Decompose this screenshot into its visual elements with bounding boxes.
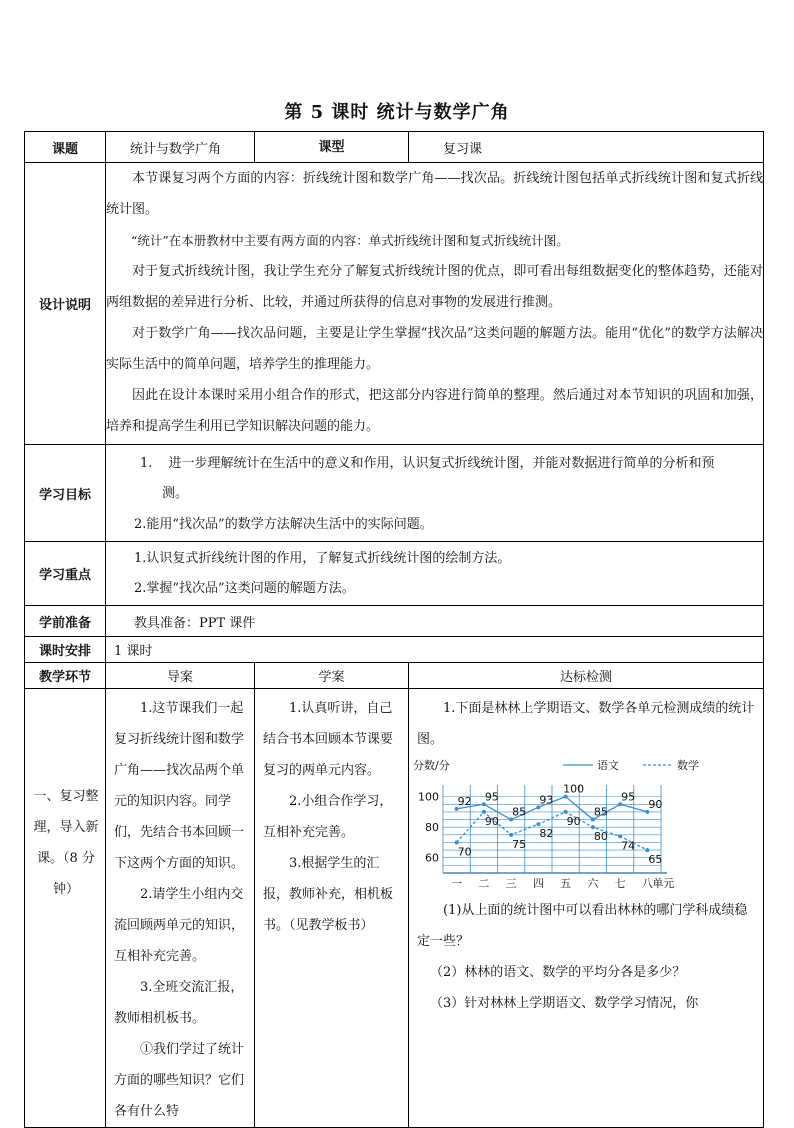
type-label: 课型 [255,132,409,163]
x-tick-label: 四 [532,877,544,890]
focus-item: 1.认识复式折线统计图的作用，了解复式折线统计图的绘制方法。 [134,551,511,566]
check-question: (1)从上面的统计图中可以看出林林的哪门学科成绩稳定一些？ [417,903,748,949]
data-label: 90 [484,814,499,828]
design-paragraph: 对于复式折线统计图，我让学生充分了解复式折线统计图的优点，即可看出每组数据变化的整体趋势，还能对两组数据的差异进行分析、比较，并通过所获得的信息对事物的发展进行推测。 [106,264,764,310]
x-tick-label: 六 [587,877,599,890]
data-label: 74 [621,839,636,853]
legend-label: 数学 [677,759,700,772]
data-label: 85 [512,805,527,819]
check-intro: 1.下面是林林上学期语文、数学各单元检测成绩的统计图。 [417,701,755,747]
stage-column-header: 教学环节 [25,663,106,689]
data-label: 70 [457,845,472,859]
data-label: 95 [621,790,636,804]
design-label: 设计说明 [25,163,106,445]
design-paragraph: 本节课复习两个方面的内容：折线统计图和数学广角——找次品。折线统计图包括单式折线统计图和复式折线统计图。 [106,171,764,217]
guide-paragraph: 3.全班交流汇报，教师相机板书。 [114,980,244,1026]
data-label: 85 [593,805,608,819]
score-line-chart [413,755,753,891]
x-tick-label: 五 [560,877,572,890]
schedule-label: 课时安排 [25,637,106,663]
data-point [564,810,568,814]
check-column-header: 达标检测 [409,663,764,689]
design-paragraph: 对于数学广角——找次品问题，主要是让学生掌握“找次品”这类问题的解题方法。能用“优化”的数学方法解决实际生活中的简单问题，培养学生的推理能力。 [106,326,764,372]
data-point [645,848,649,852]
focus-label: 学习重点 [25,542,106,606]
study-paragraph: 3.根据学生的汇报，教师补充，相机板书。（见教学板书） [263,856,394,933]
goal-item: 进一步理解统计在生活中的意义和作用，认识复式折线统计图，并能对数据进行简单的分析和预 [168,456,715,471]
data-point [455,840,459,844]
topic-label: 课题 [25,132,106,163]
y-tick-label: 80 [425,821,440,835]
focus-item: 2.掌握“找次品”这类问题的解题方法。 [134,581,355,596]
goals-label: 学习目标 [25,445,106,542]
data-label: 65 [648,853,663,867]
study-column-header: 学案 [255,663,409,689]
data-point [509,833,513,837]
data-label: 92 [457,794,472,808]
design-paragraph: “统计”在本册教材中主要有两方面的内容：单式折线统计图和复式折线统计图。 [131,233,569,248]
design-content [106,163,764,445]
data-label: 80 [593,830,608,844]
page-title: 第 5 课时 统计与数学广角 [284,102,510,123]
legend-label: 语文 [597,759,620,772]
guide-paragraph: 2.请学生小组内交流回顾两单元的知识，互相补充完善。 [114,887,245,964]
check-question: （2）林林的语文、数学的平均分各是多少？ [430,965,686,980]
x-tick-label: 七 [614,877,626,890]
guide-paragraph: 1.这节课我们一起复习折线统计图和数学广角——找次品两个单元的知识内容。同学们，先结合书本回顾一下这两个方面的知识。 [114,701,245,871]
stage-cell [25,689,106,1128]
x-tick-label: 一 [451,877,463,890]
x-tick-label: 二 [478,877,490,890]
guide-paragraph: ①我们学过了统计方面的哪些知识？它们各有什么特 [114,1042,245,1119]
data-label: 90 [566,814,581,828]
x-axis-label: 单元 [652,877,675,890]
design-paragraph: 因此在设计本课时采用小组合作的形式，把这部分内容进行简单的整理。然后通过对本节知识的巩固和加强，培养和提高学生利用已学知识解决问题的能力。 [106,388,764,434]
check-cell [409,689,764,1128]
goals-content [106,445,764,542]
x-tick-label: 三 [505,877,517,890]
study-paragraph: 1.认真听讲，自己结合书本回顾本节课要复习的两单元内容。 [263,701,394,778]
y-axis-label: 分数/分 [413,759,450,772]
data-label: 82 [539,827,554,841]
data-label: 90 [648,797,663,811]
stage-text: 一、复习整理，导入新课。（8 分钟） [33,789,99,897]
score-chart [409,755,763,895]
data-label: 100 [563,782,585,796]
topic-value: 统计与数学广角 [106,132,255,163]
data-label: 93 [539,793,554,807]
data-label: 95 [484,790,499,804]
prep-value: 教具准备：PPT 课件 [106,606,764,637]
guide-cell [106,689,255,1128]
data-point [618,834,622,838]
study-cell [255,689,409,1128]
goal-item: 2.能用“找次品”的数学方法解决生活中的实际问题。 [134,517,433,532]
guide-column-header: 导案 [106,663,255,689]
study-paragraph: 2.小组合作学习，互相补充完善。 [263,794,393,840]
data-label: 75 [512,837,527,851]
focus-content [106,542,764,606]
type-value: 复习课 [409,132,764,163]
lesson-plan-table [24,131,764,1128]
prep-label: 学前准备 [25,606,106,637]
data-point [536,822,540,826]
data-point [482,810,486,814]
y-tick-label: 60 [425,851,440,865]
goal-number: 1. [140,456,153,471]
check-question: （3）针对林林上学期语文、数学学习情况，你 [430,996,699,1011]
goal-item-continued: 测。 [162,486,189,501]
x-tick-label: 八 [641,877,653,890]
data-point [591,825,595,829]
schedule-value: 1 课时 [106,637,764,663]
y-tick-label: 100 [418,790,440,804]
